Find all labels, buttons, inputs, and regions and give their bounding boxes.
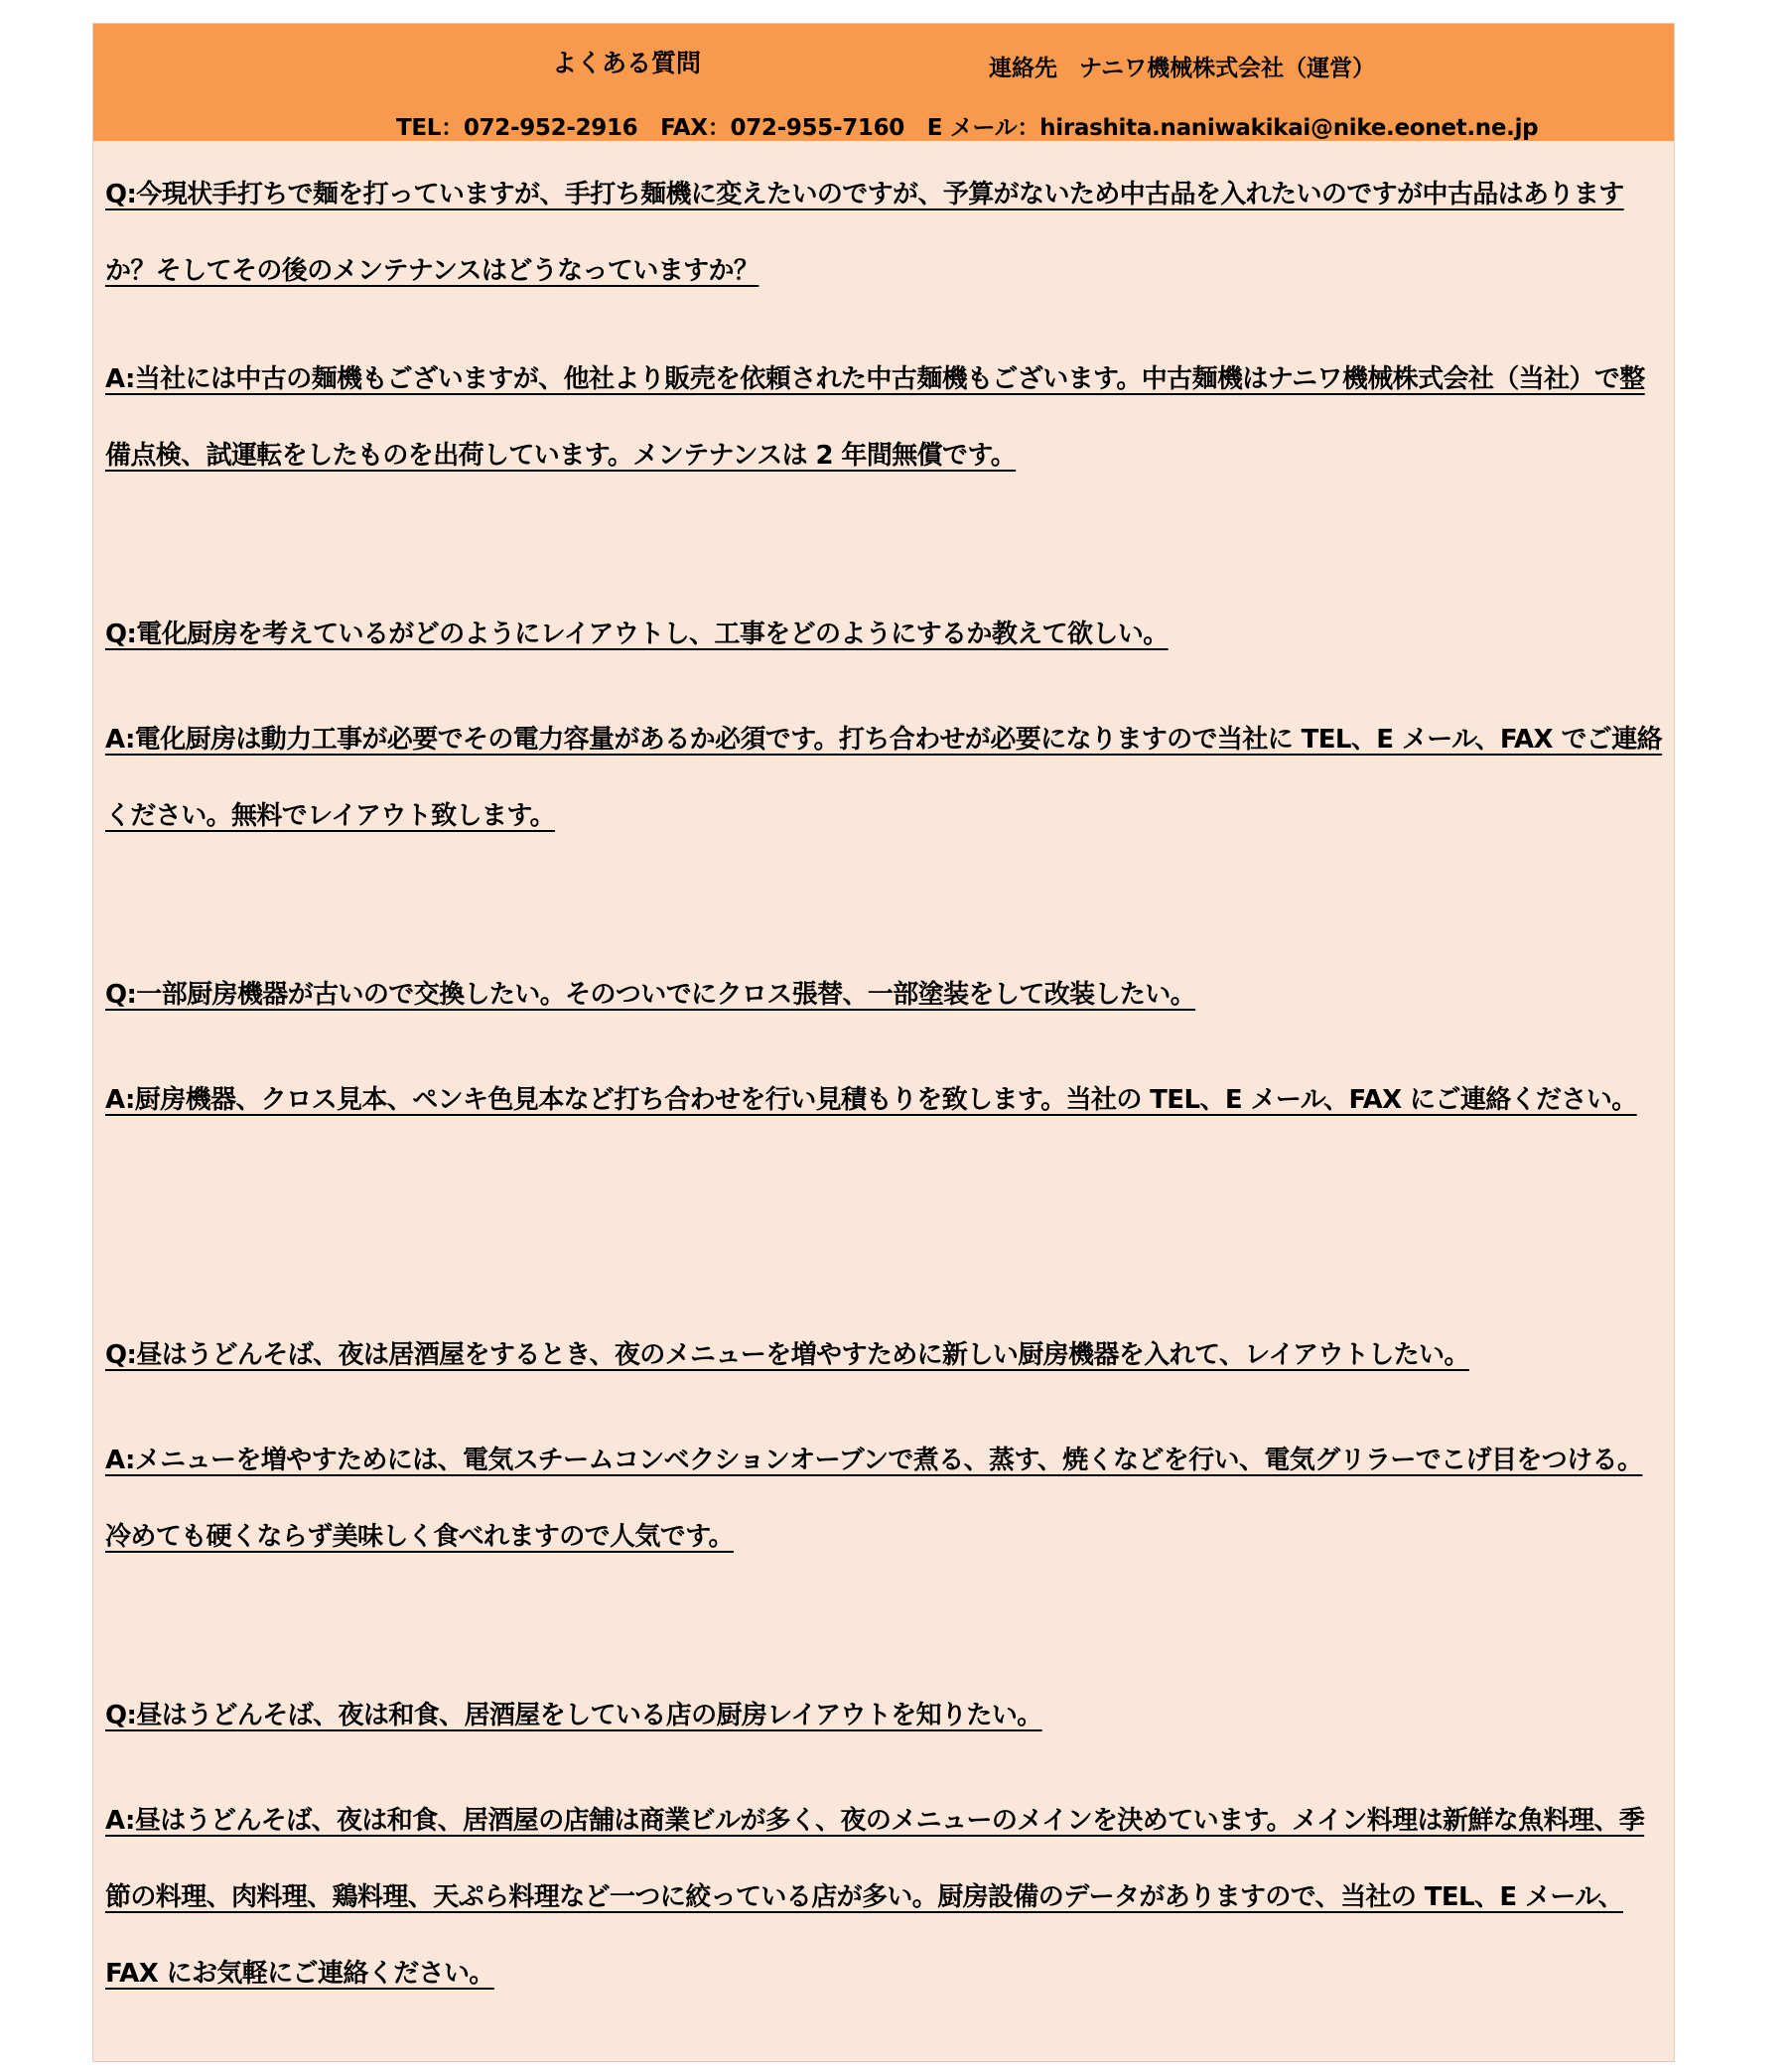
question-2: Q:電化厨房を考えているがどのようにレイアウトし、工事をどのようにするか教えて欲しい。: [105, 620, 1169, 649]
answer-5: A:昼はうどんそば、夜は和食、居酒屋の店舗は商業ビルが多く、夜のメニューのメインを決めています。メイン料理は新鮮な魚料理、季節の料理、肉料理、鶏料理、天ぷら料理など一つに絞っている店が多い。厨房設備のデータがありますので、当社の TEL、E メール、FAX にお気軽にご連絡ください。: [105, 1806, 1645, 1989]
answer-2: A:電化厨房は動力工事が必要でその電力容量があるか必須です。打ち合わせが必要になりますので当社に TEL、E メール、FAX でご連絡ください。無料でレイアウト致します。: [105, 725, 1663, 831]
answer-4: A:メニューを増やすためには、電気スチームコンベクションオーブンで煮る、蒸す、焼くなどを行い、電気グリラーでこげ目をつける。冷めても硬くならず美味しく食べれますので人気です。: [105, 1446, 1643, 1552]
page-title: よくある質問: [552, 49, 702, 77]
answer-1: A:当社には中古の麺機もございますが、他社より販売を依頼された中古麺機もございます。中古麺機はナニワ機械株式会社（当社）で整備点検、試運転をしたものを出荷しています。メンテナンスは 2 年間無償です。: [105, 364, 1645, 471]
faq-document: [92, 23, 1675, 2062]
question-3: Q:一部厨房機器が古いので交換したい。そのついでにクロス張替、一部塗装をして改装したい。: [105, 980, 1196, 1010]
contact-heading: [989, 50, 1375, 82]
question-5: Q:昼はうどんそば、夜は和食、居酒屋をしている店の厨房レイアウトを知りたい。: [105, 1701, 1042, 1730]
question-4: Q:昼はうどんそば、夜は居酒屋をするとき、夜のメニューを増やすために新しい厨房機器を入れて、レイアウトしたい。: [105, 1340, 1469, 1370]
answer-3: A:厨房機器、クロス見本、ペンキ色見本など打ち合わせを行い見積もりを致します。当社の TEL、E メール、FAX にご連絡ください。: [105, 1085, 1637, 1115]
header-banner: [93, 24, 1674, 141]
question-1: Q:今現状手打ちで麺を打っていますが、手打ち麺機に変えたいのですが、予算がないため中古品を入れたいのですが中古品はありますか？そしてその後のメンテナンスはどうなっていますか？: [105, 180, 1624, 286]
contact-label: 連絡先: [989, 56, 1057, 81]
contact-details: TEL：072-952-2916 FAX：072-955-7160 E メール：hirashita.naniwakikai@nike.eonet.ne.jp: [396, 115, 1539, 141]
company-name: ナニワ機械株式会社（運営）: [1079, 56, 1376, 81]
